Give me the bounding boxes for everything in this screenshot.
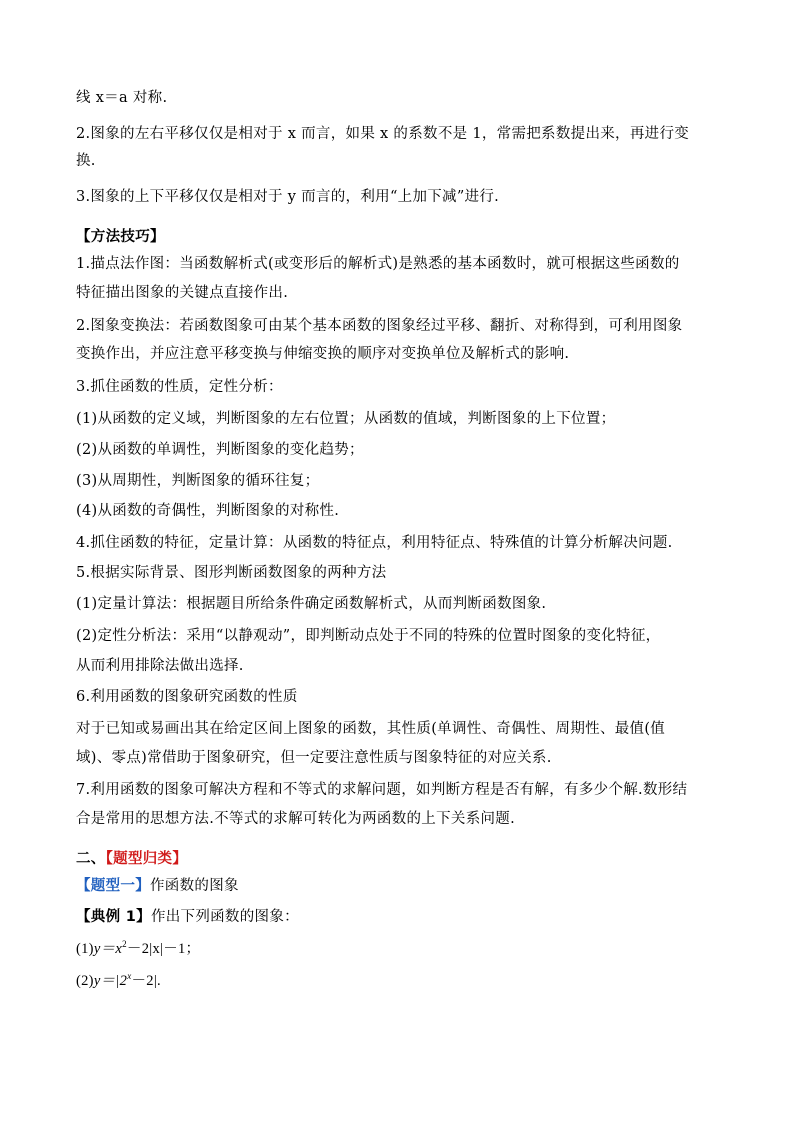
methods-line: 4.抓住函数的特征，定量计算：从函数的特征点，利用特征点、特殊值的计算分析解决问题. [76,535,673,551]
intro-line-1: 线 x＝a 对称. [76,90,168,106]
item-1-formula: y＝x [93,941,123,957]
methods-line: 合是常用的思想方法.不等式的求解可转化为两函数的上下关系问题. [76,811,516,827]
item-2-formula: y＝|2 [93,973,128,989]
intro-line-3: 3.图象的上下平移仅仅是相对于 y 而言的，利用“上加下减”进行. [76,189,500,205]
methods-line: 3.抓住函数的性质，定性分析： [76,379,283,395]
item-2-formula-rest: －2|. [131,973,161,989]
methods-line: 变换作出，并应注意平移变换与伸缩变换的顺序对变换单位及解析式的影响. [76,346,570,362]
item-1-exponent: 2 [122,939,127,950]
methods-line: 7.利用函数的图象可解决方程和不等式的求解问题，如判断方程是否有解，有多少个解.数形结 [76,782,688,798]
example-1-tag: 【典例 1】 [76,909,151,925]
type-1-title: 作函数的图象 [150,878,239,894]
methods-line: 1.描点法作图：当函数解析式(或变形后的解析式)是熟悉的基本函数时，就可根据这些函数的 [76,256,680,272]
methods-line: 特征描出图象的关键点直接作出. [76,285,289,301]
type-1-tag: 【题型一】 [76,878,150,894]
methods-line: (4)从函数的奇偶性，判断图象的对称性. [76,503,340,519]
methods-line: 域)、零点)常借助于图象研究，但一定要注意性质与图象特征的对应关系. [76,750,552,766]
intro-line-2a: 2.图象的左右平移仅仅是相对于 x 而言，如果 x 的系数不是 1，常需把系数提出来，再进行变 [76,126,690,142]
methods-line: 从而利用排除法做出选择. [76,658,244,674]
intro-line-2b: 换. [76,153,96,169]
section-2-prefix: 二、 [76,851,106,867]
methods-line: 2.图象变换法：若函数图象可由某个基本函数的图象经过平移、翻折、对称得到，可利用图象 [76,318,683,334]
methods-line: (2)从函数的单调性，判断图象的变化趋势； [76,442,364,458]
methods-line: 5.根据实际背景、图形判断函数图象的两种方法 [76,565,387,581]
type-1-heading [76,876,239,896]
example-1-item-2 [76,971,161,991]
section-2-title: 【题型归类】 [105,851,188,867]
section-2-heading [76,849,187,869]
example-1-item-1 [76,939,200,959]
item-2-exponent: x [127,971,132,982]
methods-line: 6.利用函数的图象研究函数的性质 [76,689,298,705]
example-1-text: 作出下列函数的图象： [150,909,299,925]
methods-line: (1)定量计算法：根据题目所给条件确定函数解析式，从而判断函数图象. [76,596,547,612]
example-1-heading [76,907,299,927]
methods-line: (1)从函数的定义域，判断图象的左右位置；从函数的值域，判断图象的上下位置； [76,411,616,427]
item-1-prefix: (1) [76,941,94,957]
item-1-formula-rest: －2|x|－1； [126,941,201,957]
item-2-prefix: (2) [76,973,94,989]
methods-line: 对于已知或易画出其在给定区间上图象的函数，其性质(单调性、奇偶性、周期性、最值(值 [76,721,666,737]
methods-line: (3)从周期性，判断图象的循环往复； [76,473,320,489]
methods-line: (2)定性分析法：采用“以静观动”，即判断动点处于不同的特殊的位置时图象的变化特征， [76,628,661,644]
methods-heading: 【方法技巧】 [76,229,165,245]
